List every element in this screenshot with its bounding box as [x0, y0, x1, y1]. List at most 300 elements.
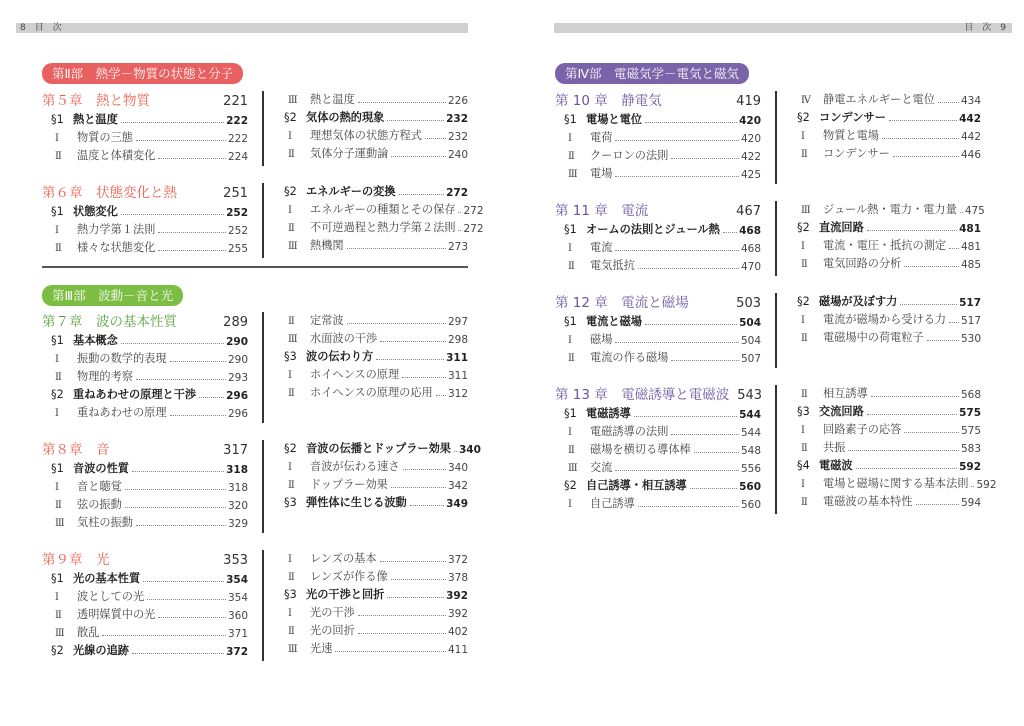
toc-subsection[interactable]: [275, 548, 468, 566]
toc-chapter[interactable]: [555, 198, 761, 219]
subsection-numeral: Ⅲ: [55, 628, 65, 639]
subsection-numeral: Ⅰ: [288, 370, 292, 381]
toc-subsection[interactable]: [788, 309, 981, 327]
toc-section[interactable]: [275, 584, 468, 602]
toc-subsection[interactable]: [275, 566, 468, 584]
section-mark: §2: [284, 442, 297, 455]
toc-column-right: [275, 310, 468, 400]
subsection-numeral: Ⅲ: [801, 205, 811, 216]
section-mark: §3: [284, 350, 297, 363]
subsection-numeral: Ⅱ: [288, 223, 295, 234]
toc-section[interactable]: [788, 107, 981, 125]
page-number: 311: [446, 352, 468, 364]
chapter-title: 第８章 音: [42, 442, 110, 458]
page-number: 329: [227, 518, 248, 530]
toc-subsection[interactable]: [42, 622, 248, 640]
page-number: 378: [447, 572, 468, 584]
section-mark: §2: [564, 479, 577, 492]
page-number: 411: [447, 644, 468, 656]
page-number: 575: [959, 407, 981, 419]
toc-section[interactable]: [42, 568, 248, 586]
toc-subsection[interactable]: [555, 457, 761, 475]
page-number: 224: [227, 151, 248, 163]
section-label: [564, 313, 642, 329]
section-title: 熱と温度: [73, 113, 118, 126]
page-number: 272: [463, 223, 484, 235]
subsection-numeral: Ⅰ: [288, 131, 292, 142]
toc-section[interactable]: [42, 201, 248, 219]
dot-leader: [615, 470, 739, 471]
page-number: 342: [447, 480, 468, 492]
subsection-label: [288, 237, 344, 253]
toc-column-left: [42, 437, 248, 530]
subsection-label: [55, 368, 133, 384]
subsection-numeral: Ⅱ: [568, 353, 575, 364]
dot-leader: [158, 232, 226, 233]
page-number: 543: [737, 388, 763, 403]
section-mark: §1: [564, 223, 577, 236]
subsection-label: [288, 550, 377, 566]
section-label: [284, 109, 384, 125]
section-mark: §3: [284, 496, 297, 509]
toc-subsection[interactable]: [42, 145, 248, 163]
toc-subsection[interactable]: [42, 366, 248, 384]
subsection-label: [288, 145, 388, 161]
subsection-title: 光の干渉: [310, 606, 355, 619]
page-number: 252: [226, 207, 248, 219]
toc-section[interactable]: [555, 311, 761, 329]
subsection-numeral: Ⅰ: [801, 131, 805, 142]
section-mark: §1: [564, 407, 577, 420]
column-divider: [775, 201, 777, 276]
page-number: 296: [226, 390, 248, 402]
subsection-title: 音波が伝わる速さ: [310, 460, 400, 473]
subsection-label: [568, 239, 612, 255]
dot-leader: [634, 416, 737, 417]
page-number: 392: [446, 590, 468, 602]
subsection-numeral: Ⅱ: [288, 480, 295, 491]
toc-section[interactable]: [275, 346, 468, 364]
section-mark: §1: [51, 334, 64, 347]
dot-leader: [671, 434, 739, 435]
section-label: [51, 642, 129, 658]
toc-section[interactable]: [42, 330, 248, 348]
chapter-title: 第 13 章 電磁誘導と電磁波: [555, 387, 730, 403]
dot-leader: [856, 468, 958, 469]
section-label: [284, 183, 396, 199]
section-label: [797, 219, 864, 235]
toc-subsection[interactable]: [555, 255, 761, 273]
section-title: コンデンサー: [819, 111, 886, 124]
subsection-label: [288, 330, 377, 346]
page-number: 560: [740, 499, 761, 511]
toc-subsection[interactable]: [275, 602, 468, 620]
subsection-label: [568, 147, 668, 163]
dot-leader: [125, 489, 226, 490]
section-title: 磁場が及ぼす力: [819, 295, 898, 308]
section-mark: §1: [51, 205, 64, 218]
page-number: 349: [446, 498, 468, 510]
page-number: 240: [447, 149, 468, 161]
dot-leader: [723, 232, 737, 233]
dot-leader: [102, 635, 226, 636]
page-number: 504: [740, 335, 761, 347]
page-number: 420: [740, 133, 761, 145]
subsection-label: [55, 478, 122, 494]
subsection-numeral: Ⅰ: [568, 133, 572, 144]
subsection-title: 物理的考察: [77, 370, 133, 383]
toc-subsection[interactable]: [42, 237, 248, 255]
section-mark: §2: [51, 388, 64, 401]
toc-chapter[interactable]: [42, 547, 248, 568]
subsection-title: 物質と電場: [823, 129, 879, 142]
column-divider: [262, 312, 264, 423]
page-number: 289: [223, 315, 248, 330]
toc-subsection[interactable]: [788, 383, 981, 401]
subsection-label: [288, 366, 399, 382]
toc-subsection[interactable]: [788, 437, 981, 455]
subsection-title: 温度と体積変化: [77, 149, 156, 162]
toc-section[interactable]: [275, 438, 481, 456]
page-number: 312: [447, 388, 468, 400]
dot-leader: [690, 488, 737, 489]
toc-chapter[interactable]: [42, 88, 248, 109]
page-number: 503: [736, 296, 761, 311]
toc-section[interactable]: [275, 492, 468, 510]
subsection-numeral: Ⅱ: [288, 388, 295, 399]
subsection-title: 電流の作る磁場: [590, 351, 669, 364]
page-number: 311: [447, 370, 468, 382]
page-number: 434: [960, 95, 981, 107]
dot-leader: [410, 505, 444, 506]
toc-subsection[interactable]: [42, 512, 248, 530]
page-number: 594: [960, 497, 981, 509]
subsection-numeral: Ⅱ: [288, 572, 295, 583]
toc-subsection[interactable]: [788, 125, 981, 143]
toc-subsection[interactable]: [42, 604, 248, 622]
page-number: 481: [959, 223, 981, 235]
subsection-title: 静電エネルギーと電位: [823, 93, 935, 106]
section-title: 気体の熱的現象: [306, 111, 385, 124]
dot-leader: [671, 360, 739, 361]
toc-subsection[interactable]: [788, 419, 981, 437]
toc-subsection[interactable]: [275, 143, 468, 161]
subsection-label: [288, 91, 355, 107]
dot-leader: [454, 451, 457, 452]
subsection-numeral: Ⅰ: [55, 592, 59, 603]
section-mark: §1: [51, 113, 64, 126]
page-number: 544: [740, 427, 761, 439]
toc-subsection[interactable]: [275, 328, 468, 346]
toc-subsection[interactable]: [275, 382, 468, 400]
subsection-title: 透明媒質中の光: [77, 608, 156, 621]
section-mark: §1: [51, 572, 64, 585]
page-number: 298: [447, 334, 468, 346]
subsection-label: [801, 127, 879, 143]
subsection-numeral: Ⅱ: [288, 316, 295, 327]
subsection-label: [55, 239, 155, 255]
toc-section[interactable]: [42, 458, 248, 476]
toc-section[interactable]: [275, 181, 468, 199]
section-title: 音波の伝播とドップラー効果: [306, 442, 451, 455]
section-label: [797, 403, 864, 419]
subsection-numeral: Ⅱ: [801, 333, 808, 344]
page-number: 318: [227, 482, 248, 494]
subsection-numeral: Ⅰ: [568, 499, 572, 510]
section-mark: §1: [51, 462, 64, 475]
dot-leader: [848, 450, 959, 451]
subsection-label: [288, 219, 455, 235]
page-number: 353: [223, 553, 248, 568]
toc-section[interactable]: [42, 384, 248, 402]
dot-leader: [425, 138, 446, 139]
page-number: 354: [227, 592, 248, 604]
subsection-numeral: Ⅱ: [801, 149, 808, 160]
section-label: [564, 111, 642, 127]
dot-leader: [399, 194, 445, 195]
toc-subsection[interactable]: [788, 235, 981, 253]
section-title: 電磁誘導: [586, 407, 631, 420]
subsection-label: [55, 496, 122, 512]
dot-leader: [158, 250, 226, 251]
section-title: 弾性体に生じる波動: [306, 496, 407, 509]
page-number: 402: [447, 626, 468, 638]
dot-leader: [403, 469, 446, 470]
toc-section[interactable]: [788, 217, 981, 235]
section-label: [564, 477, 687, 493]
page-number: 548: [740, 445, 761, 457]
dot-leader: [900, 304, 957, 305]
subsection-numeral: Ⅲ: [55, 518, 65, 529]
subsection-label: [568, 423, 668, 439]
subsection-title: 電気回路の分析: [823, 257, 902, 270]
toc-column-right: [275, 438, 481, 510]
subsection-label: [568, 441, 691, 457]
page-number: 273: [447, 241, 468, 253]
subsection-title: 電流: [590, 241, 613, 254]
toc-subsection[interactable]: [788, 143, 981, 161]
dot-leader: [949, 248, 959, 249]
dot-leader: [694, 452, 739, 453]
dot-leader: [971, 486, 974, 487]
toc-column-right: [788, 89, 981, 161]
dot-leader: [615, 250, 739, 251]
toc-subsection[interactable]: [275, 310, 468, 328]
chapter-title: 第９章 光: [42, 552, 110, 568]
toc-section[interactable]: [788, 401, 981, 419]
toc-section[interactable]: [42, 640, 248, 658]
page-number: 296: [227, 408, 248, 420]
page-header-right: 目 次 9: [554, 23, 1012, 33]
toc-subsection[interactable]: [555, 145, 761, 163]
subsection-label: [801, 439, 845, 455]
toc-subsection[interactable]: [275, 364, 468, 382]
subsection-numeral: Ⅰ: [288, 462, 292, 473]
toc-subsection[interactable]: [42, 348, 248, 366]
toc-column-left: [42, 309, 248, 420]
page-number: 272: [463, 205, 484, 217]
page-number: 583: [960, 443, 981, 455]
toc-subsection[interactable]: [42, 476, 248, 494]
toc-subsection[interactable]: [555, 493, 761, 511]
toc-subsection[interactable]: [42, 494, 248, 512]
toc-subsection[interactable]: [275, 217, 484, 235]
subsection-label: [55, 514, 133, 530]
column-divider: [775, 385, 777, 514]
toc-subsection[interactable]: [275, 199, 484, 217]
subsection-label: [55, 129, 133, 145]
subsection-title: コンデンサー: [823, 147, 890, 160]
dot-leader: [376, 359, 444, 360]
dot-leader: [960, 212, 963, 213]
section-label: [51, 203, 118, 219]
page-number: 392: [447, 608, 468, 620]
toc-subsection[interactable]: [275, 456, 468, 474]
subsection-label: [568, 331, 612, 347]
dot-leader: [143, 581, 224, 582]
toc-subsection[interactable]: [555, 237, 761, 255]
toc-section[interactable]: [788, 291, 981, 309]
toc-subsection[interactable]: [555, 421, 761, 439]
column-divider: [262, 91, 264, 166]
subsection-title: 熱機関: [310, 239, 344, 252]
toc-subsection[interactable]: [42, 219, 248, 237]
toc-subsection[interactable]: [788, 491, 981, 509]
subsection-numeral: Ⅱ: [801, 497, 808, 508]
dot-leader: [645, 324, 737, 325]
toc-subsection[interactable]: [788, 473, 997, 491]
toc-chapter[interactable]: [42, 180, 248, 201]
toc-subsection[interactable]: [275, 125, 468, 143]
page-number: 371: [227, 628, 248, 640]
page-number: 297: [447, 316, 468, 328]
page-number: 372: [447, 554, 468, 566]
toc-subsection[interactable]: [275, 620, 468, 638]
dot-leader: [132, 653, 224, 654]
page-number: 255: [227, 243, 248, 255]
dot-leader: [645, 122, 737, 123]
toc-section[interactable]: [555, 109, 761, 127]
section-title: 音波の性質: [73, 462, 129, 475]
toc-subsection[interactable]: [275, 235, 468, 253]
section-mark: §2: [284, 185, 297, 198]
toc-subsection[interactable]: [788, 253, 981, 271]
subsection-numeral: Ⅰ: [801, 315, 805, 326]
toc-subsection[interactable]: [555, 127, 761, 145]
page-number: 446: [960, 149, 981, 161]
subsection-numeral: Ⅲ: [288, 644, 298, 655]
section-title: 基本概念: [73, 334, 118, 347]
toc-subsection[interactable]: [275, 638, 468, 656]
toc-section[interactable]: [555, 403, 761, 421]
toc-subsection[interactable]: [555, 347, 761, 365]
toc-section[interactable]: [555, 475, 761, 493]
dot-leader: [387, 597, 444, 598]
dot-leader: [615, 140, 739, 141]
toc-column-right: [788, 199, 985, 271]
toc-section[interactable]: [275, 107, 468, 125]
toc-column-left: [555, 88, 761, 181]
part-divider: [42, 266, 468, 268]
section-title: 重ねあわせの原理と干渉: [73, 388, 197, 401]
subsection-label: [288, 604, 355, 620]
page-number: 485: [960, 259, 981, 271]
section-title: 自己誘導・相互誘導: [586, 479, 687, 492]
subsection-label: [568, 459, 612, 475]
section-label: [284, 348, 373, 364]
section-title: 光の基本性質: [73, 572, 141, 585]
toc-section[interactable]: [788, 455, 981, 473]
toc-subsection[interactable]: [555, 163, 761, 181]
subsection-numeral: Ⅰ: [55, 225, 59, 236]
dot-leader: [147, 599, 226, 600]
toc-chapter[interactable]: [42, 437, 248, 458]
toc-subsection[interactable]: [275, 474, 468, 492]
toc-column-left: [555, 290, 761, 365]
toc-subsection[interactable]: [555, 329, 761, 347]
subsection-label: [288, 201, 455, 217]
subsection-title: 物質の三態: [77, 131, 133, 144]
page-number: 290: [227, 354, 248, 366]
part-banner-waves: 第Ⅲ部 波動－音と光: [42, 285, 183, 306]
subsection-title: 共振: [823, 441, 846, 454]
toc-section[interactable]: [555, 219, 761, 237]
subsection-label: [801, 91, 935, 107]
subsection-title: 電流・電圧・抵抗の測定: [823, 239, 947, 252]
toc-chapter[interactable]: [555, 290, 761, 311]
page-number: 419: [736, 94, 761, 109]
page-number: 317: [223, 443, 248, 458]
dot-leader: [889, 120, 957, 121]
page-number: 592: [976, 479, 997, 491]
subsection-label: [801, 145, 890, 161]
page-number: 340: [459, 444, 481, 456]
toc-chapter[interactable]: [555, 88, 761, 109]
page-number: 420: [739, 115, 761, 127]
toc-subsection[interactable]: [42, 127, 248, 145]
dot-leader: [916, 504, 959, 505]
subsection-numeral: Ⅱ: [801, 443, 808, 454]
toc-subsection[interactable]: [788, 199, 985, 217]
subsection-title: 波としての光: [77, 590, 145, 603]
toc-subsection[interactable]: [788, 327, 981, 345]
toc-section[interactable]: [42, 109, 248, 127]
toc-chapter[interactable]: [42, 309, 248, 330]
dot-leader: [638, 506, 739, 507]
page-number: 320: [227, 500, 248, 512]
toc-subsection[interactable]: [42, 402, 248, 420]
toc-subsection[interactable]: [788, 89, 981, 107]
toc-subsection[interactable]: [42, 586, 248, 604]
subsection-numeral: Ⅰ: [55, 354, 59, 365]
subsection-numeral: Ⅰ: [288, 608, 292, 619]
toc-subsection[interactable]: [275, 89, 468, 107]
toc-chapter[interactable]: [555, 382, 761, 403]
dot-leader: [904, 432, 959, 433]
subsection-title: 電場: [590, 167, 613, 180]
dot-leader: [125, 507, 226, 508]
subsection-numeral: Ⅱ: [801, 259, 808, 270]
subsection-title: 交流: [590, 461, 613, 474]
dot-leader: [347, 323, 446, 324]
subsection-numeral: Ⅱ: [801, 389, 808, 400]
page-number: 222: [227, 133, 248, 145]
subsection-label: [801, 329, 924, 345]
dot-leader: [158, 158, 226, 159]
page-number: 504: [739, 317, 761, 329]
section-mark: §3: [797, 405, 810, 418]
toc-subsection[interactable]: [555, 439, 761, 457]
